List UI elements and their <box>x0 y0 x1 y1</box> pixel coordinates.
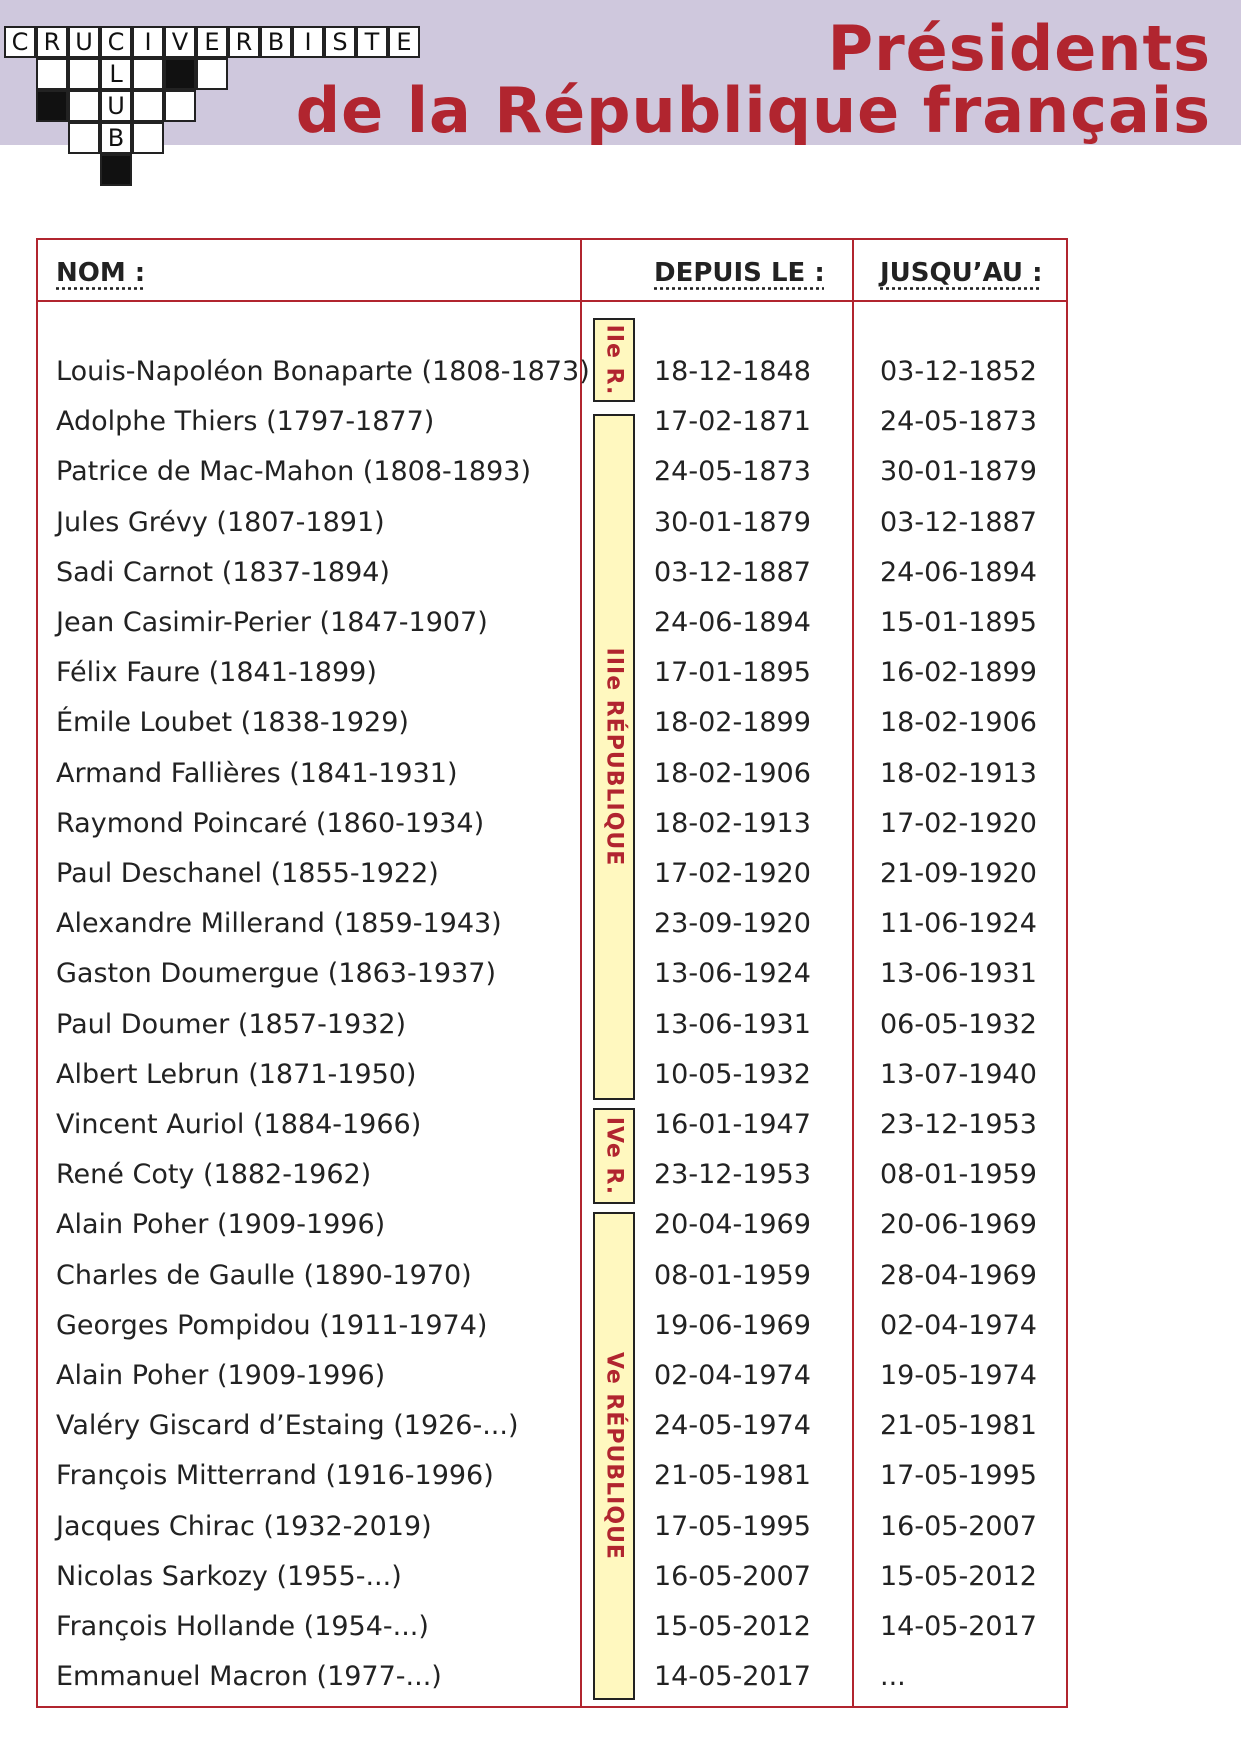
era-label-fourth-republic: IVe R. <box>593 1108 635 1204</box>
president-name: Nicolas Sarkozy (1955-...) <box>56 1560 402 1592</box>
term-end-date: 24-05-1873 <box>880 406 1037 438</box>
logo-cell <box>68 90 100 122</box>
logo-letter-cell: R <box>36 26 68 58</box>
logo-letter-cell: C <box>4 26 36 58</box>
president-name: Sadi Carnot (1837-1894) <box>56 556 390 588</box>
term-start-date: 19-06-1969 <box>654 1309 811 1341</box>
term-end-date: 20-06-1969 <box>880 1209 1037 1241</box>
logo-cell: L <box>100 58 132 90</box>
term-start-date: 03-12-1887 <box>654 556 811 588</box>
term-start-date: 24-05-1974 <box>654 1410 811 1442</box>
page-title <box>295 12 1211 147</box>
logo-letter-cell: V <box>164 26 196 58</box>
table-row <box>0 1205 1241 1255</box>
term-end-date: 18-02-1913 <box>880 757 1037 789</box>
term-start-date: 18-02-1913 <box>654 807 811 839</box>
title-line-1: Présidents <box>827 12 1211 85</box>
president-name: Émile Loubet (1838-1929) <box>56 707 409 739</box>
logo-letter-cell: E <box>388 26 420 58</box>
table-row <box>0 854 1241 904</box>
logo-cell <box>132 90 164 122</box>
logo-letter-cell: I <box>132 26 164 58</box>
term-start-date: 13-06-1924 <box>654 958 811 990</box>
table-row <box>0 754 1241 804</box>
term-start-date: 24-06-1894 <box>654 607 811 638</box>
logo-letter-cell: S <box>324 26 356 58</box>
term-start-date: 17-01-1895 <box>654 657 811 689</box>
president-name: Jacques Chirac (1932-2019) <box>56 1510 432 1542</box>
header-divider <box>38 300 1066 302</box>
logo-cell <box>132 122 164 154</box>
president-name: Charles de Gaulle (1890-1970) <box>56 1259 472 1291</box>
term-start-date: 02-04-1974 <box>654 1360 811 1391</box>
president-name: Gaston Doumergue (1863-1937) <box>56 958 496 990</box>
logo-black-cell <box>36 90 68 122</box>
table-row <box>0 452 1241 502</box>
term-start-date: 15-05-2012 <box>654 1611 811 1642</box>
table-row <box>0 1356 1241 1406</box>
term-end-date: 15-01-1895 <box>880 607 1037 638</box>
president-name: François Mitterrand (1916-1996) <box>56 1460 494 1492</box>
logo-cell <box>132 58 164 90</box>
table-row <box>0 1306 1241 1356</box>
term-end-date: 18-02-1906 <box>880 707 1037 739</box>
table-row <box>0 503 1241 553</box>
term-end-date: 13-06-1931 <box>880 958 1037 990</box>
logo-cell <box>196 58 228 90</box>
era-label-third-republic: IIIe RÉPUBLIQUE <box>593 414 635 1100</box>
table-row <box>0 1005 1241 1055</box>
president-name: Vincent Auriol (1884-1966) <box>56 1109 422 1140</box>
term-end-date: 16-02-1899 <box>880 657 1037 689</box>
logo-letter-cell: C <box>100 26 132 58</box>
term-start-date: 16-05-2007 <box>654 1560 811 1592</box>
president-name: François Hollande (1954-...) <box>56 1611 429 1642</box>
logo-letter-cell: U <box>68 26 100 58</box>
term-end-date: 21-09-1920 <box>880 858 1037 889</box>
term-end-date: 11-06-1924 <box>880 908 1037 940</box>
table-row <box>0 352 1241 402</box>
term-start-date: 17-05-1995 <box>654 1510 811 1542</box>
term-start-date: 23-09-1920 <box>654 908 811 940</box>
president-name: Albert Lebrun (1871-1950) <box>56 1058 417 1090</box>
president-name: Valéry Giscard d’Estaing (1926-...) <box>56 1410 519 1442</box>
term-start-date: 23-12-1953 <box>654 1159 811 1191</box>
column-header-name: NOM : <box>56 258 146 288</box>
president-name: Louis-Napoléon Bonaparte (1808-1873) <box>56 356 590 387</box>
column-header-from: DEPUIS LE : <box>654 258 825 288</box>
term-end-date: 17-05-1995 <box>880 1460 1037 1492</box>
term-start-date: 24-05-1873 <box>654 456 811 488</box>
term-end-date: 03-12-1852 <box>880 356 1037 387</box>
logo-cell: B <box>100 122 132 154</box>
term-start-date: 17-02-1920 <box>654 858 811 889</box>
title-line-2: de la République français <box>295 74 1211 147</box>
term-end-date: 13-07-1940 <box>880 1058 1037 1090</box>
term-end-date: 17-02-1920 <box>880 807 1037 839</box>
president-name: Paul Doumer (1857-1932) <box>56 1008 407 1040</box>
column-header-to: JUSQU’AU : <box>880 258 1043 288</box>
table-row <box>0 1456 1241 1506</box>
term-end-date: 24-06-1894 <box>880 556 1037 588</box>
president-name: Georges Pompidou (1911-1974) <box>56 1309 488 1341</box>
table-row <box>0 703 1241 753</box>
table-row <box>0 1507 1241 1557</box>
logo-cell <box>68 122 100 154</box>
logo-black-cell <box>164 58 196 90</box>
term-start-date: 16-01-1947 <box>654 1109 811 1140</box>
term-start-date: 18-02-1899 <box>654 707 811 739</box>
president-name: René Coty (1882-1962) <box>56 1159 372 1191</box>
table-row <box>0 603 1241 653</box>
logo-black-cell <box>100 154 132 186</box>
logo-cell: U <box>100 90 132 122</box>
term-end-date: ... <box>880 1661 906 1693</box>
table-row <box>0 553 1241 603</box>
term-start-date: 08-01-1959 <box>654 1259 811 1291</box>
logo-letter-cell: I <box>292 26 324 58</box>
era-label-second-republic: IIe R. <box>593 318 635 402</box>
term-start-date: 14-05-2017 <box>654 1661 811 1693</box>
logo-letter-cell: B <box>260 26 292 58</box>
logo-letter-cell: R <box>228 26 260 58</box>
logo-cell <box>36 58 68 90</box>
table-row <box>0 1657 1241 1707</box>
term-start-date: 18-02-1906 <box>654 757 811 789</box>
term-end-date: 03-12-1887 <box>880 506 1037 538</box>
logo-cell <box>164 90 196 122</box>
term-end-date: 28-04-1969 <box>880 1259 1037 1291</box>
table-row <box>0 1155 1241 1205</box>
table-row <box>0 1557 1241 1607</box>
term-start-date: 13-06-1931 <box>654 1008 811 1040</box>
president-name: Adolphe Thiers (1797-1877) <box>56 406 435 438</box>
term-end-date: 08-01-1959 <box>880 1159 1037 1191</box>
term-start-date: 18-12-1848 <box>654 356 811 387</box>
term-end-date: 19-05-1974 <box>880 1360 1037 1391</box>
term-end-date: 21-05-1981 <box>880 1410 1037 1442</box>
president-name: Alain Poher (1909-1996) <box>56 1209 386 1241</box>
president-name: Emmanuel Macron (1977-...) <box>56 1661 442 1693</box>
logo-cell <box>68 58 100 90</box>
table-row <box>0 1256 1241 1306</box>
president-name: Patrice de Mac-Mahon (1808-1893) <box>56 456 532 488</box>
term-start-date: 21-05-1981 <box>654 1460 811 1492</box>
term-start-date: 20-04-1969 <box>654 1209 811 1241</box>
president-name: Alexandre Millerand (1859-1943) <box>56 908 502 940</box>
president-name: Raymond Poincaré (1860-1934) <box>56 807 485 839</box>
president-name: Alain Poher (1909-1996) <box>56 1360 386 1391</box>
term-end-date: 14-05-2017 <box>880 1611 1037 1642</box>
term-end-date: 16-05-2007 <box>880 1510 1037 1542</box>
president-name: Paul Deschanel (1855-1922) <box>56 858 439 889</box>
term-start-date: 17-02-1871 <box>654 406 811 438</box>
table-row <box>0 904 1241 954</box>
term-start-date: 30-01-1879 <box>654 506 811 538</box>
president-name: Félix Faure (1841-1899) <box>56 657 377 689</box>
term-end-date: 15-05-2012 <box>880 1560 1037 1592</box>
term-end-date: 23-12-1953 <box>880 1109 1037 1140</box>
table-row <box>0 804 1241 854</box>
era-label-fifth-republic: Ve RÉPUBLIQUE <box>593 1212 635 1700</box>
table-row <box>0 954 1241 1004</box>
table-row <box>0 1055 1241 1105</box>
president-name: Armand Fallières (1841-1931) <box>56 757 458 789</box>
table-row <box>0 1105 1241 1155</box>
term-end-date: 30-01-1879 <box>880 456 1037 488</box>
term-end-date: 02-04-1974 <box>880 1309 1037 1341</box>
table-row <box>0 1406 1241 1456</box>
table-row <box>0 1607 1241 1657</box>
term-start-date: 10-05-1932 <box>654 1058 811 1090</box>
president-name: Jean Casimir-Perier (1847-1907) <box>56 607 488 638</box>
table-row <box>0 653 1241 703</box>
logo-letter-cell: T <box>356 26 388 58</box>
table-row <box>0 402 1241 452</box>
term-end-date: 06-05-1932 <box>880 1008 1037 1040</box>
president-name: Jules Grévy (1807-1891) <box>56 506 385 538</box>
logo-letter-cell: E <box>196 26 228 58</box>
